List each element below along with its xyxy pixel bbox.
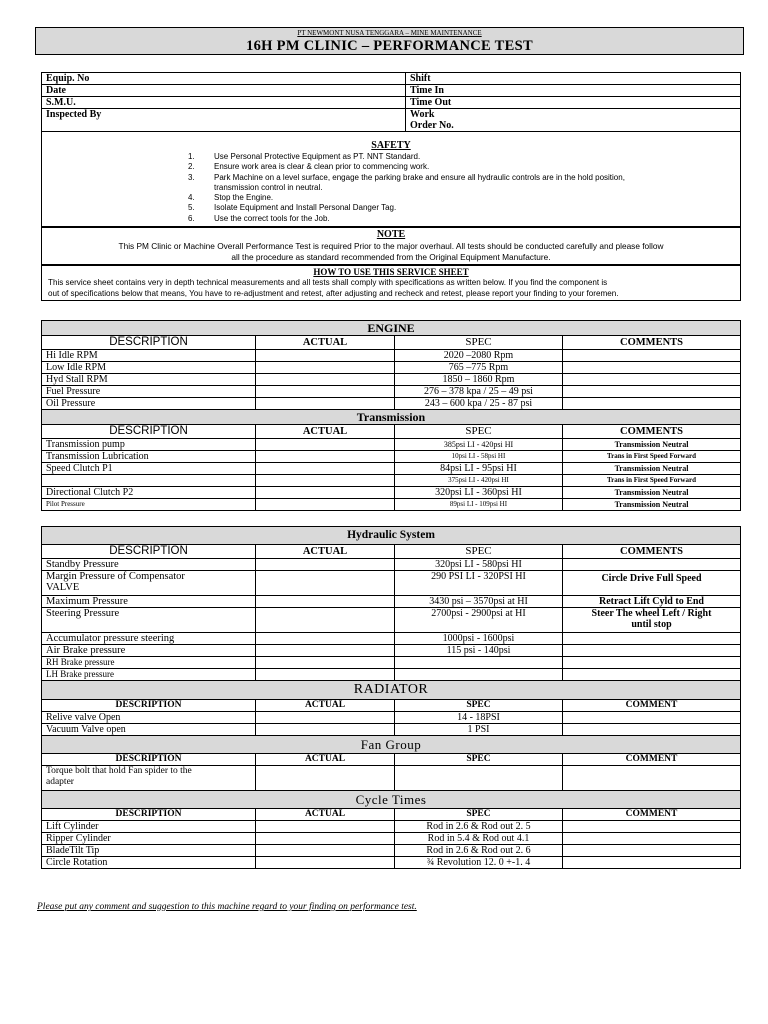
actual-input[interactable] <box>256 571 395 596</box>
row-spec: 385psi LI - 420psi HI <box>395 439 563 451</box>
safety-item: 6. Use the correct tools for the Job. <box>188 213 330 223</box>
actual-input[interactable] <box>256 669 395 681</box>
table-row <box>42 645 741 657</box>
col-description: DESCRIPTION <box>42 700 256 712</box>
table-row <box>42 374 741 386</box>
company-name: PT NEWMONT NUSA TENGGARA – MINE MAINTENANCE <box>297 29 482 37</box>
shift-field[interactable]: Shift <box>406 73 741 85</box>
row-spec: 243 – 600 kpa / 25 - 87 psi <box>395 398 563 410</box>
row-description: Circle Rotation <box>42 857 256 869</box>
col-comments: COMMENTS <box>563 545 741 559</box>
comment-input[interactable] <box>563 724 741 736</box>
row-spec: 320psi LI - 580psi HI <box>395 559 563 571</box>
col-description: DESCRIPTION <box>42 545 256 559</box>
footer-note: Please put any comment and suggestion to this machine regard to your finding on performance test. <box>37 902 417 912</box>
smu-field[interactable]: S.M.U. <box>42 97 406 109</box>
document-header <box>35 27 744 55</box>
comment-input[interactable] <box>563 845 741 857</box>
table-row <box>42 833 741 845</box>
actual-input[interactable] <box>256 559 395 571</box>
row-spec: 84psi LI - 95psi HI <box>395 463 563 475</box>
row-description: Low Idle RPM <box>42 362 256 374</box>
row-description: Ripper Cylinder <box>42 833 256 845</box>
col-comment: COMMENT <box>563 754 741 766</box>
row-description: Speed Clutch P1 <box>42 463 256 475</box>
table-row <box>42 499 741 511</box>
row-description <box>42 475 256 487</box>
row-description: Hyd Stall RPM <box>42 374 256 386</box>
row-spec: 1000psi - 1600psi <box>395 633 563 645</box>
table-row <box>42 398 741 410</box>
safety-item: 1. Use Personal Protective Equipment as PT. NNT Standard. <box>188 152 421 161</box>
comment-input[interactable] <box>563 669 741 681</box>
col-comment: COMMENT <box>563 809 741 821</box>
row-spec: 2700psi - 2900psi at HI <box>395 608 563 633</box>
col-spec: SPEC <box>395 336 563 350</box>
table-row <box>42 633 741 645</box>
comment-input[interactable] <box>563 857 741 869</box>
safety-item: transmission control in neutral. <box>214 182 323 192</box>
row-spec: 276 – 378 kpa / 25 – 49 psi <box>395 386 563 398</box>
comment-input[interactable] <box>563 374 741 386</box>
actual-input[interactable] <box>256 857 395 869</box>
actual-input[interactable] <box>256 463 395 475</box>
table-row <box>42 857 741 869</box>
safety-section <box>41 132 741 227</box>
row-description: Margin Pressure of Compensator VALVE <box>42 571 256 596</box>
safety-item: 2. Ensure work area is clear & clean prior to commencing work. <box>188 162 430 172</box>
table-row <box>42 845 741 857</box>
comment-input[interactable] <box>563 657 741 669</box>
row-spec: 375psi LI - 420psi HI <box>395 475 563 487</box>
col-spec: SPEC <box>395 700 563 712</box>
row-description: Lift Cylinder <box>42 821 256 833</box>
transmission-title: Transmission <box>42 410 741 425</box>
row-comment: Transmission Neutral <box>563 499 741 511</box>
row-comment: Retract Lift Cyld to End <box>563 596 741 608</box>
comment-input[interactable] <box>563 712 741 724</box>
row-spec: Rod in 2.6 & Rod out 2. 5 <box>395 821 563 833</box>
row-description: Accumulator pressure steering <box>42 633 256 645</box>
row-description: Hi Idle RPM <box>42 350 256 362</box>
table-row <box>42 608 741 633</box>
row-spec: 1 PSI <box>395 724 563 736</box>
col-actual: ACTUAL <box>256 425 395 439</box>
table-row <box>42 475 741 487</box>
row-description: RH Brake pressure <box>42 657 256 669</box>
row-spec: 14 - 18PSI <box>395 712 563 724</box>
document-title: 16H PM CLINIC – PERFORMANCE TEST <box>246 38 533 54</box>
row-description: Transmission Lubrication <box>42 451 256 463</box>
info-section <box>41 72 741 301</box>
row-description: LH Brake pressure <box>42 669 256 681</box>
col-actual: ACTUAL <box>256 754 395 766</box>
row-comment: Steer The wheel Left / Right until stop <box>563 608 741 633</box>
date-field[interactable]: Date <box>42 85 406 97</box>
table-row <box>42 766 741 791</box>
howto-line: This service sheet contains very in depth technical measurements and all tests shall comply with specifications as written below. If you find the component is <box>48 278 608 288</box>
row-spec: 2020 –2080 Rpm <box>395 350 563 362</box>
row-description: Relive valve Open <box>42 712 256 724</box>
comment-input[interactable] <box>563 833 741 845</box>
col-actual: ACTUAL <box>256 545 395 559</box>
safety-title: SAFETY <box>371 140 411 151</box>
col-comments: COMMENTS <box>563 336 741 350</box>
cycle-times-title: Cycle Times <box>42 791 741 809</box>
table-row <box>42 596 741 608</box>
comment-input[interactable] <box>563 559 741 571</box>
row-spec: 765 –775 Rpm <box>395 362 563 374</box>
row-spec: 10psi LI - 58psi HI <box>395 451 563 463</box>
row-description: BladeTilt Tip <box>42 845 256 857</box>
col-spec: SPEC <box>395 754 563 766</box>
actual-input[interactable] <box>256 451 395 463</box>
table-row <box>42 487 741 499</box>
table-row <box>42 463 741 475</box>
actual-input[interactable] <box>256 633 395 645</box>
row-description: Transmission pump <box>42 439 256 451</box>
work-order-label: Work Order No. <box>410 109 454 131</box>
table-row <box>42 657 741 669</box>
row-comment: Transmission Neutral <box>563 487 741 499</box>
comment-input[interactable] <box>563 362 741 374</box>
comment-input[interactable] <box>563 386 741 398</box>
comment-input[interactable] <box>563 821 741 833</box>
col-description: DESCRIPTION <box>42 754 256 766</box>
table-row <box>42 386 741 398</box>
actual-input[interactable] <box>256 657 395 669</box>
table-row <box>42 571 741 596</box>
row-description: Standby Pressure <box>42 559 256 571</box>
row-spec: Rod in 5.4 & Rod out 4.1 <box>395 833 563 845</box>
row-description: Torque bolt that hold Fan spider to the adapter <box>42 766 256 791</box>
safety-item: 4. Stop the Engine. <box>188 193 274 203</box>
row-comment: Trans in First Speed Forward <box>563 475 741 487</box>
col-description: DESCRIPTION <box>42 809 256 821</box>
actual-input[interactable] <box>256 821 395 833</box>
table-row <box>42 559 741 571</box>
row-description: Maximum Pressure <box>42 596 256 608</box>
howto-section <box>41 265 741 301</box>
comment-input[interactable] <box>563 645 741 657</box>
note-title: NOTE <box>376 229 406 241</box>
comment-input[interactable] <box>563 633 741 645</box>
actual-input[interactable] <box>256 608 395 633</box>
spec-input[interactable] <box>395 766 563 791</box>
col-comments: COMMENTS <box>563 425 741 439</box>
engine-table <box>41 320 741 511</box>
howto-line: out of specifications below that means, You have to re-adjustment and retest, after adjusting and recheck and retest, please report your finding to your foremen. <box>48 288 619 298</box>
actual-input[interactable] <box>256 362 395 374</box>
comment-input[interactable] <box>563 350 741 362</box>
row-spec: 115 psi - 140psi <box>395 645 563 657</box>
work-order-field[interactable] <box>406 109 741 132</box>
table-row <box>42 439 741 451</box>
row-spec: 3430 psi – 3570psi at HI <box>395 596 563 608</box>
table-row <box>42 712 741 724</box>
col-actual: ACTUAL <box>256 700 395 712</box>
comment-input[interactable] <box>563 766 741 791</box>
spec-input[interactable] <box>395 669 563 681</box>
actual-input[interactable] <box>256 386 395 398</box>
safety-item: 5. Isolate Equipment and Install Personal Danger Tag. <box>188 203 397 213</box>
note-line: all the procedure as standard recommended from the Original Equipment Manufacture. <box>231 251 551 262</box>
fan-group-title: Fan Group <box>42 736 741 754</box>
actual-input[interactable] <box>256 724 395 736</box>
safety-item: 3. Park Machine on a level surface, engage the parking brake and ensure all hydraulic controls are in the hold position, <box>188 172 625 182</box>
howto-title: HOW TO USE THIS SERVICE SHEET <box>313 267 469 278</box>
row-description: Directional Clutch P2 <box>42 487 256 499</box>
safety-list <box>42 152 740 224</box>
row-spec: ¾ Revolution 12. 0 +-1. 4 <box>395 857 563 869</box>
row-spec: 89psi LI - 109psi HI <box>395 499 563 511</box>
actual-input[interactable] <box>256 487 395 499</box>
row-description: Steering Pressure <box>42 608 256 633</box>
table-row <box>42 451 741 463</box>
inspected-by-field[interactable]: Inspected By <box>42 109 406 132</box>
engine-title: ENGINE <box>42 321 741 336</box>
comment-input[interactable] <box>563 398 741 410</box>
table-row <box>42 350 741 362</box>
col-comment: COMMENT <box>563 700 741 712</box>
row-spec: 320psi LI - 360psi HI <box>395 487 563 499</box>
spec-input[interactable] <box>395 657 563 669</box>
col-actual: ACTUAL <box>256 336 395 350</box>
time-in-field[interactable]: Time In <box>406 85 741 97</box>
row-comment: Trans in First Speed Forward <box>563 451 741 463</box>
hydraulic-table <box>41 526 741 869</box>
row-description: Fuel Pressure <box>42 386 256 398</box>
row-description: Pilot Pressure <box>42 499 256 511</box>
actual-input[interactable] <box>256 712 395 724</box>
actual-input[interactable] <box>256 845 395 857</box>
actual-input[interactable] <box>256 833 395 845</box>
hydraulic-section <box>41 526 741 869</box>
actual-input[interactable] <box>256 374 395 386</box>
actual-input[interactable] <box>256 499 395 511</box>
table-row <box>42 724 741 736</box>
col-actual: ACTUAL <box>256 809 395 821</box>
row-spec: 290 PSI LI - 320PSI HI <box>395 571 563 596</box>
row-comment: Circle Drive Full Speed <box>563 571 741 596</box>
actual-input[interactable] <box>256 398 395 410</box>
row-spec: Rod in 2.6 & Rod out 2. 6 <box>395 845 563 857</box>
col-spec: SPEC <box>395 809 563 821</box>
row-description: Oil Pressure <box>42 398 256 410</box>
info-table <box>41 72 741 132</box>
actual-input[interactable] <box>256 439 395 451</box>
table-row <box>42 669 741 681</box>
row-description: Air Brake pressure <box>42 645 256 657</box>
col-description: DESCRIPTION <box>42 336 256 350</box>
actual-input[interactable] <box>256 645 395 657</box>
row-comment: Transmission Neutral <box>563 439 741 451</box>
row-comment: Transmission Neutral <box>563 463 741 475</box>
note-line: This PM Clinic or Machine Overall Performance Test is required Prior to the major overhaul. All tests should be conducted carefully and please follow <box>118 241 664 252</box>
actual-input[interactable] <box>256 596 395 608</box>
equip-no-field[interactable]: Equip. No <box>42 73 406 85</box>
actual-input[interactable] <box>256 350 395 362</box>
actual-input[interactable] <box>256 766 395 791</box>
radiator-title: RADIATOR <box>42 681 741 700</box>
table-row <box>42 362 741 374</box>
note-section <box>41 227 741 265</box>
row-spec: 1850 – 1860 Rpm <box>395 374 563 386</box>
hydraulic-title: Hydraulic System <box>42 527 741 545</box>
table-row <box>42 821 741 833</box>
actual-input[interactable] <box>256 475 395 487</box>
col-spec: SPEC <box>395 425 563 439</box>
row-description: Vacuum Valve open <box>42 724 256 736</box>
engine-transmission-section <box>41 320 741 511</box>
time-out-field[interactable]: Time Out <box>406 97 741 109</box>
col-spec: SPEC <box>395 545 563 559</box>
col-description: DESCRIPTION <box>42 425 256 439</box>
